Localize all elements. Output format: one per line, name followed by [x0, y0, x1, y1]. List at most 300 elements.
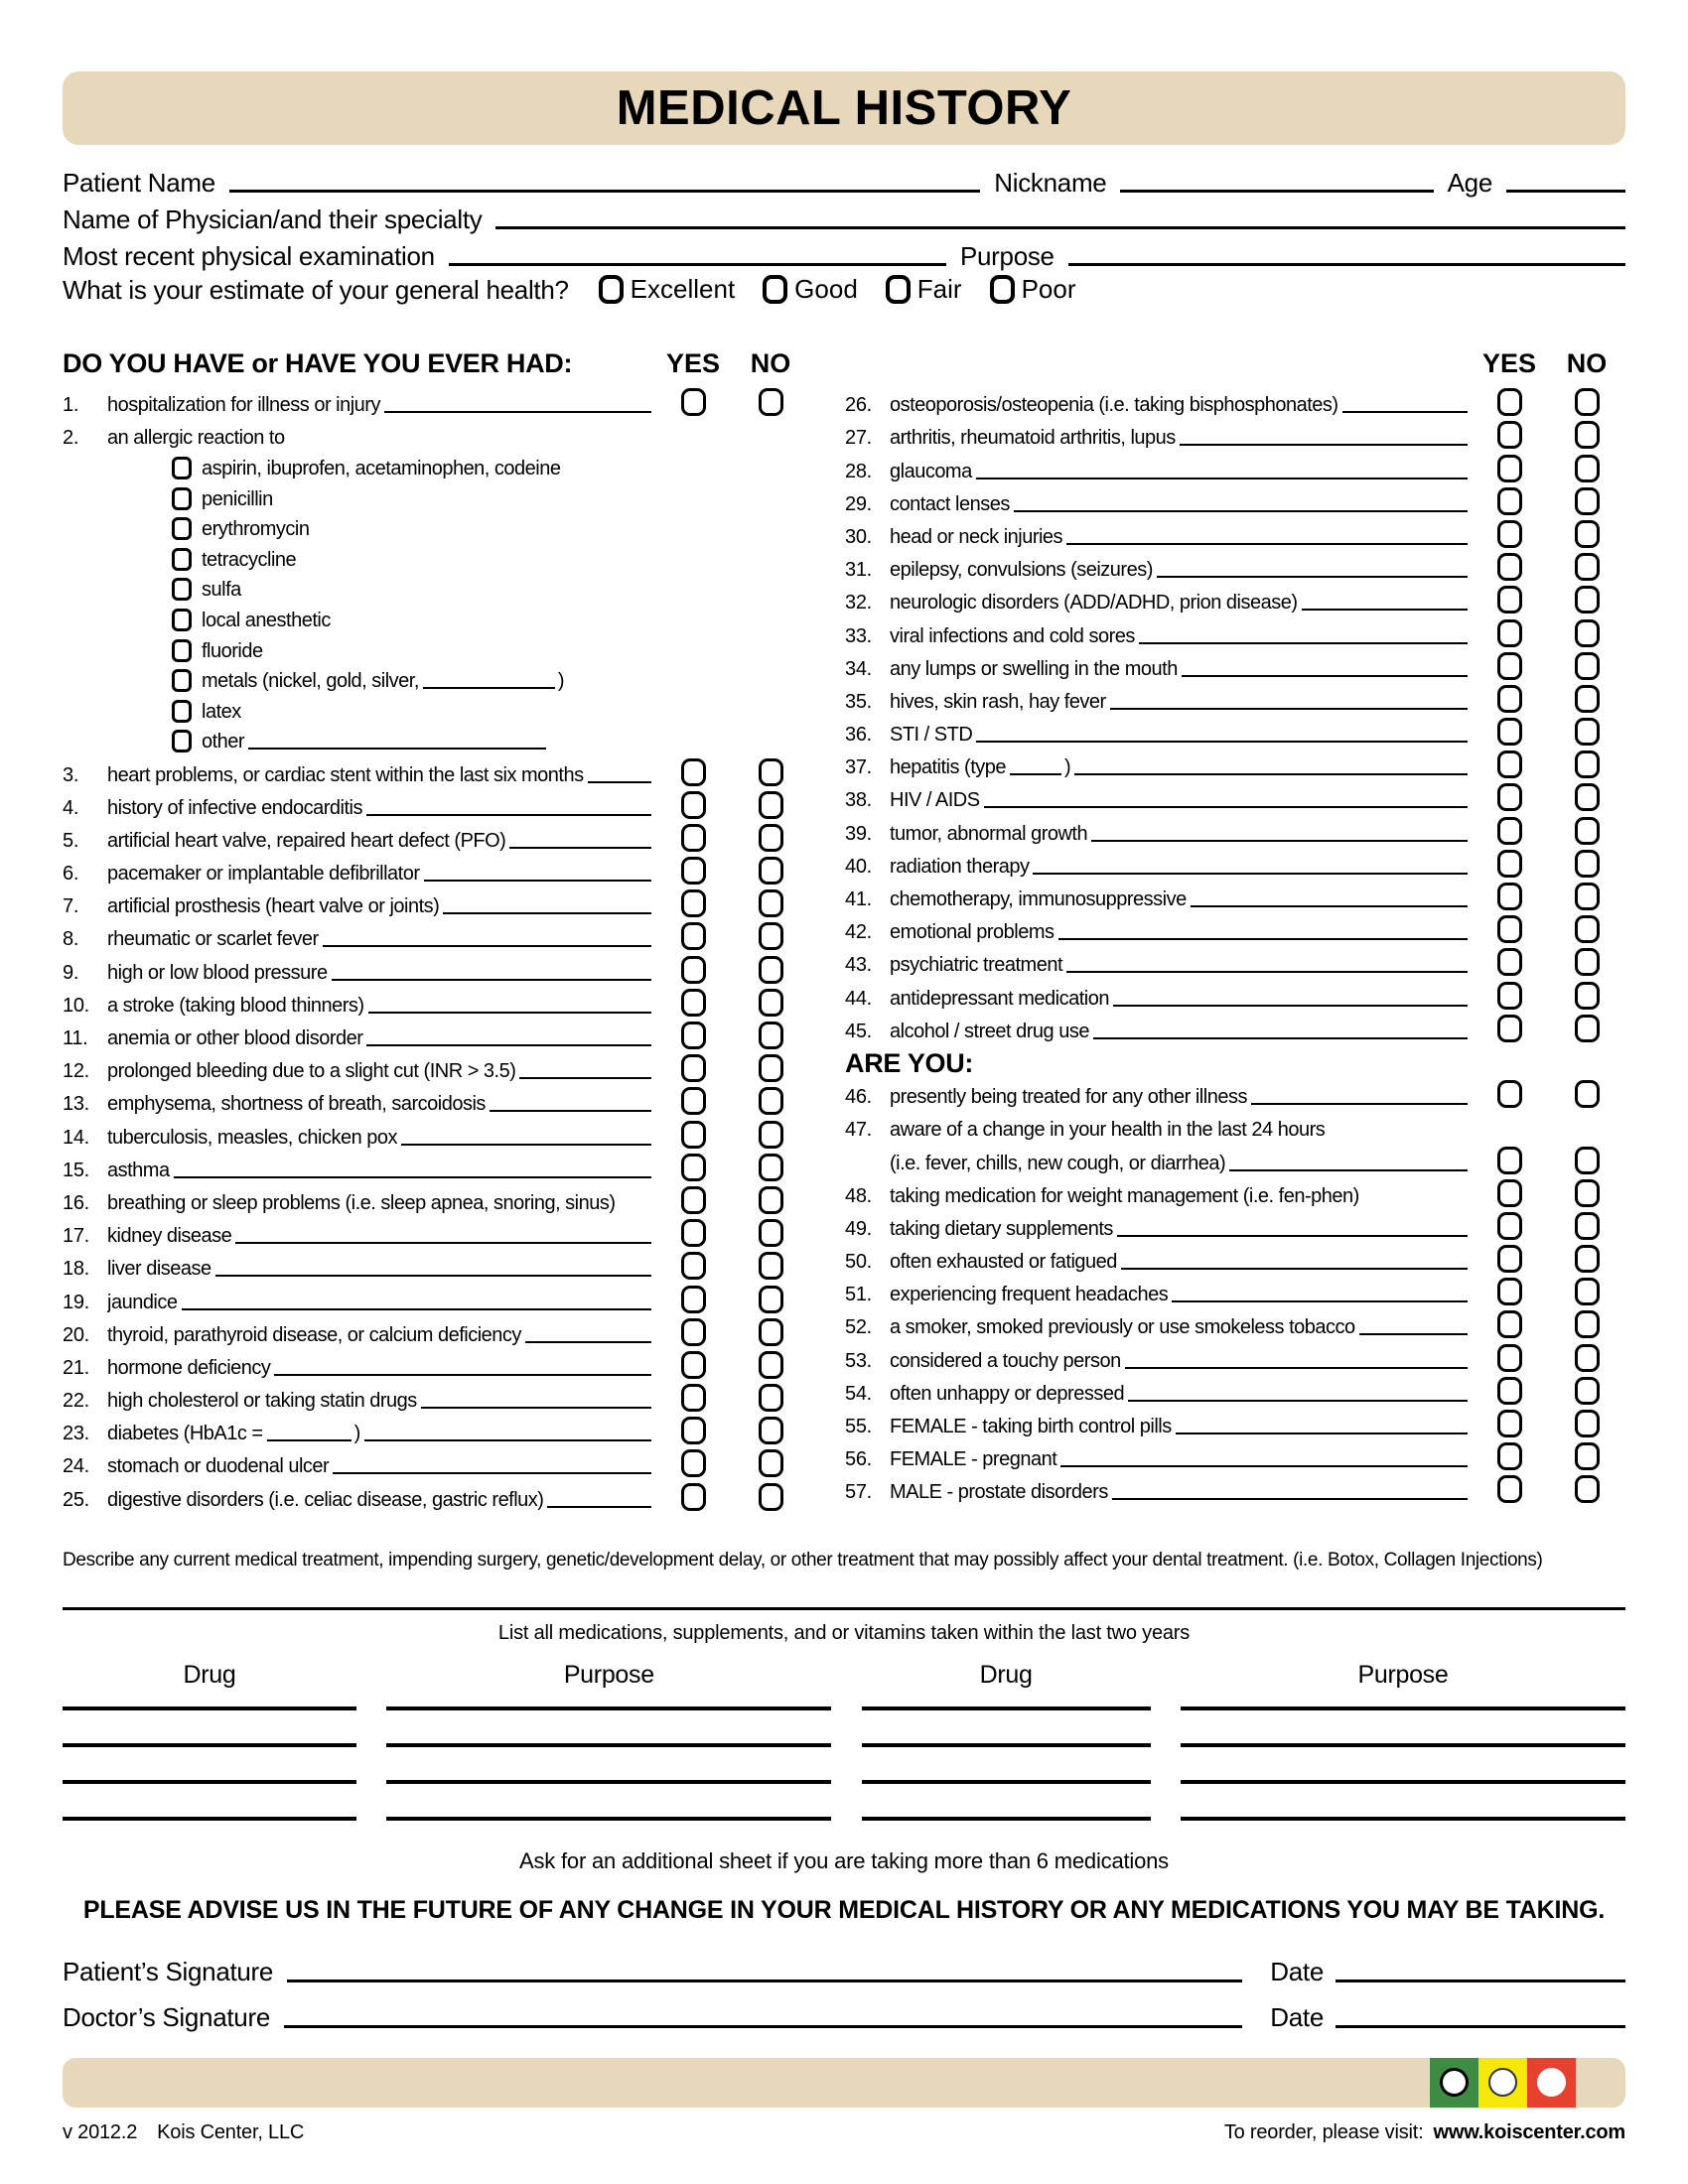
yes-cell — [1471, 1377, 1548, 1407]
question-number: 43. — [845, 954, 872, 977]
answer-blank[interactable] — [1251, 1103, 1468, 1105]
answer-blank[interactable] — [1074, 773, 1468, 775]
doctor-signature-date-field[interactable] — [1336, 2025, 1625, 2028]
drug-field[interactable] — [63, 1710, 356, 1747]
no-checkbox[interactable] — [1575, 883, 1600, 910]
question-text: hepatitis (type — [890, 756, 1007, 779]
no-checkbox[interactable] — [759, 1417, 783, 1444]
question-text: a stroke (taking blood thinners) — [107, 994, 364, 1017]
no-cell — [732, 1186, 809, 1216]
question-text: STI / STD — [890, 724, 973, 747]
health-poor-checkbox[interactable] — [990, 275, 1015, 304]
patient-name-field[interactable] — [229, 190, 980, 193]
question-text: (i.e. fever, chills, new cough, or diarrhea) — [890, 1152, 1226, 1174]
yes-cell — [1471, 1245, 1548, 1275]
no-checkbox[interactable] — [759, 1318, 783, 1346]
question-row — [63, 385, 809, 418]
yes-checkbox[interactable] — [1497, 553, 1522, 581]
answer-blank[interactable] — [1342, 411, 1468, 413]
answer-blank[interactable] — [443, 912, 651, 914]
no-checkbox[interactable] — [1575, 685, 1600, 713]
health-good-checkbox[interactable] — [763, 275, 787, 304]
yes-checkbox[interactable] — [1497, 1080, 1522, 1108]
yes-checkbox[interactable] — [681, 857, 706, 885]
no-checkbox[interactable] — [1575, 553, 1600, 581]
health-excellent-checkbox[interactable] — [599, 275, 624, 304]
question-number: 17. — [63, 1225, 89, 1248]
question-row — [845, 517, 1625, 550]
answer-blank[interactable] — [421, 1407, 651, 1409]
question-text: heart problems, or cardiac stent within the last six months — [107, 763, 584, 786]
no-checkbox[interactable] — [759, 824, 783, 852]
no-checkbox[interactable] — [759, 889, 783, 917]
answer-blank[interactable] — [333, 1472, 651, 1474]
yes-cell — [654, 1286, 732, 1315]
yes-checkbox[interactable] — [1497, 982, 1522, 1010]
answer-blank[interactable] — [182, 1308, 651, 1310]
no-checkbox[interactable] — [1575, 718, 1600, 746]
answer-blank[interactable] — [509, 847, 651, 849]
answer-blank[interactable] — [1359, 1333, 1468, 1335]
no-cell — [732, 388, 809, 418]
no-checkbox[interactable] — [759, 1252, 783, 1280]
yes-checkbox[interactable] — [1497, 1377, 1522, 1405]
answer-blank[interactable] — [366, 1044, 651, 1046]
physical-exam-row — [63, 234, 1625, 271]
question-content — [107, 1488, 654, 1513]
no-checkbox[interactable] — [1575, 1245, 1600, 1273]
answer-blank[interactable] — [215, 1275, 651, 1277]
purpose-field[interactable] — [386, 1703, 831, 1710]
yes-cell — [1471, 718, 1548, 748]
yes-checkbox[interactable] — [1497, 487, 1522, 515]
question-content — [107, 862, 654, 887]
question-rows-right — [845, 385, 1625, 1505]
patient-name-label: Patient Name — [63, 168, 215, 198]
answer-blank[interactable] — [1180, 444, 1468, 446]
no-checkbox[interactable] — [759, 758, 783, 786]
purpose-field[interactable] — [1068, 263, 1625, 266]
drug-field[interactable] — [63, 1703, 356, 1710]
no-cell — [1548, 982, 1625, 1012]
no-checkbox[interactable] — [1575, 421, 1600, 449]
no-checkbox[interactable] — [1575, 1475, 1600, 1503]
yes-checkbox[interactable] — [1497, 1015, 1522, 1042]
answer-blank[interactable] — [1110, 708, 1468, 710]
allergy-checkbox[interactable] — [172, 730, 192, 752]
question-text: stomach or duodenal ulcer — [107, 1455, 330, 1478]
yes-checkbox[interactable] — [1497, 455, 1522, 482]
yes-checkbox[interactable] — [1497, 883, 1522, 910]
question-row — [845, 1209, 1625, 1242]
no-checkbox[interactable] — [1575, 1310, 1600, 1338]
no-checkbox[interactable] — [1575, 619, 1600, 647]
question-content — [107, 1159, 654, 1183]
question-row — [63, 887, 809, 919]
yes-checkbox[interactable] — [681, 1154, 706, 1181]
question-text: artificial heart valve, repaired heart defect (PFO) — [107, 829, 506, 852]
allergy-checkbox[interactable] — [172, 669, 192, 692]
yes-checkbox[interactable] — [681, 1121, 706, 1149]
yes-checkbox[interactable] — [681, 1351, 706, 1379]
traffic-light-icon — [1430, 2058, 1576, 2108]
patient-signature-date-field[interactable] — [1336, 1979, 1625, 1982]
no-checkbox[interactable] — [759, 1022, 783, 1049]
yes-checkbox[interactable] — [681, 824, 706, 852]
answer-blank[interactable] — [976, 741, 1468, 743]
yes-checkbox[interactable] — [681, 956, 706, 984]
question-content — [890, 1152, 1471, 1176]
purpose-field[interactable] — [386, 1784, 831, 1821]
yes-checkbox[interactable] — [1497, 1179, 1522, 1207]
yes-checkbox[interactable] — [681, 1483, 706, 1511]
answer-blank[interactable] — [490, 1110, 651, 1112]
answer-blank[interactable] — [235, 1242, 651, 1244]
answer-blank[interactable] — [1112, 1498, 1468, 1500]
no-checkbox[interactable] — [759, 1286, 783, 1313]
question-content — [107, 1026, 654, 1051]
yes-checkbox[interactable] — [1497, 751, 1522, 778]
answer-blank[interactable] — [1066, 543, 1468, 545]
no-cell — [1548, 421, 1625, 451]
no-checkbox[interactable] — [1575, 455, 1600, 482]
purpose-field[interactable] — [386, 1747, 831, 1784]
answer-blank[interactable] — [1125, 1367, 1468, 1369]
no-checkbox[interactable] — [759, 1121, 783, 1149]
no-checkbox[interactable] — [759, 857, 783, 885]
allergy-checkbox[interactable] — [172, 700, 192, 723]
yes-checkbox[interactable] — [1497, 652, 1522, 680]
no-checkbox[interactable] — [1575, 1410, 1600, 1437]
answer-blank[interactable] — [519, 1077, 651, 1079]
question-row — [845, 715, 1625, 748]
allergy-checkbox[interactable] — [172, 609, 192, 631]
drug-field[interactable] — [862, 1747, 1151, 1784]
answer-blank[interactable] — [248, 748, 546, 750]
no-checkbox[interactable] — [759, 1219, 783, 1247]
answer-blank[interactable] — [588, 781, 651, 783]
question-number: 15. — [63, 1159, 89, 1181]
section-header-row — [845, 1044, 1625, 1077]
question-text: prolonged bleeding due to a slight cut (INR > 3.5) — [107, 1060, 516, 1083]
no-checkbox[interactable] — [1575, 1212, 1600, 1240]
yes-checkbox[interactable] — [681, 1219, 706, 1247]
answer-blank[interactable] — [525, 1341, 651, 1343]
yes-checkbox[interactable] — [681, 1318, 706, 1346]
purpose-field[interactable] — [1181, 1784, 1625, 1821]
question-row — [63, 1051, 809, 1084]
yes-cell — [1471, 421, 1548, 451]
yes-checkbox[interactable] — [1497, 850, 1522, 878]
yes-checkbox[interactable] — [1497, 388, 1522, 416]
answer-blank[interactable] — [976, 478, 1468, 479]
allergy-checkbox[interactable] — [172, 487, 192, 510]
physician-field[interactable] — [495, 226, 1625, 229]
no-checkbox[interactable] — [1575, 817, 1600, 845]
yes-cell — [1471, 1212, 1548, 1242]
yes-checkbox[interactable] — [681, 1186, 706, 1214]
answer-blank[interactable] — [1172, 1300, 1468, 1302]
no-checkbox[interactable] — [1575, 850, 1600, 878]
allergy-checkbox[interactable] — [172, 457, 192, 479]
no-checkbox[interactable] — [1575, 487, 1600, 515]
no-cell — [1548, 1015, 1625, 1044]
doctor-signature-field[interactable] — [284, 2025, 1242, 2028]
question-content — [107, 426, 654, 451]
no-checkbox[interactable] — [759, 956, 783, 984]
answer-blank[interactable] — [1191, 905, 1468, 907]
yes-checkbox[interactable] — [1497, 817, 1522, 845]
no-checkbox[interactable] — [1575, 1147, 1600, 1174]
additional-sheet-note: Ask for an additional sheet if you are taking more than 6 medications — [519, 1847, 1169, 1873]
yes-cell — [1471, 1410, 1548, 1439]
yes-checkbox[interactable] — [1497, 1442, 1522, 1470]
yes-checkbox[interactable] — [1497, 915, 1522, 943]
yes-checkbox[interactable] — [681, 1087, 706, 1115]
question-number: 55. — [845, 1416, 872, 1437]
are-you-heading: ARE YOU: — [845, 1047, 974, 1078]
yes-checkbox[interactable] — [681, 388, 706, 416]
answer-blank[interactable] — [174, 1176, 651, 1178]
website-link[interactable]: www.koiscenter.com — [1433, 2120, 1625, 2143]
age-field[interactable] — [1506, 190, 1625, 193]
physician-label: Name of Physician/and their specialty — [63, 205, 483, 234]
purpose-field[interactable] — [386, 1710, 831, 1747]
yes-checkbox[interactable] — [1497, 1475, 1522, 1503]
yes-checkbox[interactable] — [681, 1054, 706, 1082]
yes-checkbox[interactable] — [1497, 1245, 1522, 1273]
purpose-field[interactable] — [1181, 1747, 1625, 1784]
yes-checkbox[interactable] — [1497, 1212, 1522, 1240]
question-row — [63, 1183, 809, 1216]
yes-checkbox[interactable] — [1497, 619, 1522, 647]
drug-field[interactable] — [862, 1710, 1151, 1747]
answer-blank[interactable] — [1139, 642, 1468, 644]
no-checkbox[interactable] — [1575, 751, 1600, 778]
question-row — [63, 1315, 809, 1348]
no-checkbox[interactable] — [1575, 586, 1600, 614]
yes-cell — [1471, 850, 1548, 880]
answer-blank[interactable] — [332, 979, 651, 981]
yes-checkbox[interactable] — [681, 1417, 706, 1444]
answer-blank[interactable] — [423, 687, 555, 689]
physical-exam-field[interactable] — [449, 263, 946, 266]
no-checkbox[interactable] — [1575, 915, 1600, 943]
yes-checkbox[interactable] — [681, 889, 706, 917]
no-cell — [1548, 915, 1625, 945]
answer-blank[interactable] — [1117, 1235, 1468, 1237]
no-checkbox[interactable] — [1575, 652, 1600, 680]
question-number: 57. — [845, 1481, 872, 1504]
no-checkbox[interactable] — [1575, 1278, 1600, 1305]
answer-blank[interactable] — [1182, 675, 1468, 677]
question-text: neurologic disorders (ADD/ADHD, prion disease) — [890, 592, 1298, 614]
no-checkbox[interactable] — [1575, 1179, 1600, 1207]
answer-blank[interactable] — [1229, 1169, 1468, 1171]
no-checkbox[interactable] — [759, 1483, 783, 1511]
no-checkbox[interactable] — [1575, 1080, 1600, 1108]
yes-checkbox[interactable] — [681, 989, 706, 1017]
yes-checkbox[interactable] — [681, 922, 706, 950]
yes-checkbox[interactable] — [1497, 1278, 1522, 1305]
answer-blank[interactable] — [368, 1012, 651, 1014]
no-checkbox[interactable] — [759, 922, 783, 950]
allergy-checkbox[interactable] — [172, 517, 192, 540]
yes-checkbox[interactable] — [681, 1286, 706, 1313]
drug-field[interactable] — [63, 1747, 356, 1784]
question-text: emotional problems — [890, 921, 1055, 944]
no-checkbox[interactable] — [1575, 783, 1600, 811]
question-text: HIV / AIDS — [890, 789, 980, 812]
question-content — [890, 393, 1471, 418]
answer-blank[interactable] — [364, 1439, 651, 1441]
question-text: jaundice — [107, 1291, 178, 1313]
yes-checkbox[interactable] — [1497, 1410, 1522, 1437]
allergy-checkbox[interactable] — [172, 548, 192, 571]
patient-signature-field[interactable] — [287, 1979, 1242, 1982]
yes-cell — [654, 1054, 732, 1084]
yes-cell — [1471, 1475, 1548, 1505]
question-row — [845, 418, 1625, 451]
drug-field[interactable] — [862, 1703, 1151, 1710]
question-row — [845, 813, 1625, 846]
health-option-excellent — [599, 274, 736, 305]
answer-blank[interactable] — [1014, 510, 1468, 512]
yes-cell — [1471, 520, 1548, 550]
yes-checkbox[interactable] — [1497, 586, 1522, 614]
no-cell — [732, 1286, 809, 1315]
answer-blank[interactable] — [984, 806, 1468, 808]
question-row — [63, 418, 809, 451]
yes-checkbox[interactable] — [681, 758, 706, 786]
answer-blank[interactable] — [274, 1374, 651, 1376]
answer-blank[interactable] — [547, 1506, 651, 1508]
question-number: 21. — [63, 1356, 89, 1379]
yes-checkbox[interactable] — [1497, 520, 1522, 548]
no-checkbox[interactable] — [1575, 1442, 1600, 1470]
no-checkbox[interactable] — [759, 1087, 783, 1115]
answer-blank[interactable] — [1033, 873, 1468, 875]
question-number: 35. — [845, 690, 872, 713]
no-checkbox[interactable] — [759, 1154, 783, 1181]
answer-blank[interactable] — [1060, 1465, 1468, 1467]
no-cell — [732, 889, 809, 919]
question-row — [63, 1446, 809, 1479]
allergy-checkbox[interactable] — [172, 578, 192, 601]
yes-checkbox[interactable] — [681, 791, 706, 819]
answer-blank[interactable] — [1093, 1037, 1468, 1039]
answer-blank[interactable] — [384, 411, 651, 413]
no-checkbox[interactable] — [1575, 520, 1600, 548]
no-checkbox[interactable] — [759, 989, 783, 1017]
have-you-had-heading-row — [63, 332, 809, 385]
question-row — [845, 880, 1625, 912]
allergy-checkbox[interactable] — [172, 639, 192, 662]
no-cell — [1548, 1245, 1625, 1275]
no-checkbox[interactable] — [759, 1054, 783, 1082]
no-checkbox[interactable] — [759, 1384, 783, 1412]
answer-blank[interactable] — [1091, 840, 1468, 842]
describe-treatment-field[interactable] — [63, 1572, 1625, 1610]
health-option-good — [763, 274, 858, 305]
yes-checkbox[interactable] — [1497, 1344, 1522, 1372]
yes-checkbox[interactable] — [681, 1252, 706, 1280]
no-checkbox[interactable] — [1575, 1377, 1600, 1405]
question-number: 46. — [845, 1086, 872, 1109]
answer-blank[interactable] — [267, 1439, 352, 1441]
yes-checkbox[interactable] — [1497, 1310, 1522, 1338]
no-checkbox[interactable] — [759, 791, 783, 819]
question-number: 40. — [845, 855, 872, 878]
yes-checkbox[interactable] — [681, 1449, 706, 1477]
no-cell — [1548, 1147, 1625, 1176]
yes-checkbox[interactable] — [681, 1022, 706, 1049]
yes-checkbox[interactable] — [1497, 948, 1522, 976]
nickname-field[interactable] — [1120, 190, 1433, 193]
yes-checkbox[interactable] — [1497, 685, 1522, 713]
question-text: other — [202, 731, 245, 753]
no-checkbox[interactable] — [1575, 948, 1600, 976]
no-checkbox[interactable] — [1575, 1015, 1600, 1042]
answer-blank[interactable] — [1302, 609, 1468, 611]
answer-blank[interactable] — [366, 814, 651, 816]
question-content — [890, 1250, 1471, 1275]
yes-cell — [654, 1417, 732, 1446]
question-text: MALE - prostate disorders — [890, 1481, 1108, 1504]
answer-blank[interactable] — [401, 1144, 651, 1146]
no-checkbox[interactable] — [1575, 388, 1600, 416]
answer-blank[interactable] — [1157, 576, 1468, 578]
answer-blank[interactable] — [1010, 773, 1061, 775]
health-fair-checkbox[interactable] — [886, 275, 911, 304]
yes-cell — [1471, 388, 1548, 418]
answer-blank[interactable] — [424, 880, 652, 882]
question-row — [845, 1307, 1625, 1340]
question-content — [890, 1349, 1471, 1374]
health-option-label: Excellent — [630, 274, 736, 304]
answer-blank[interactable] — [1058, 938, 1468, 940]
no-checkbox[interactable] — [1575, 1344, 1600, 1372]
answer-blank[interactable] — [1176, 1433, 1468, 1434]
yes-checkbox[interactable] — [1497, 718, 1522, 746]
purpose-field[interactable] — [1181, 1710, 1625, 1747]
no-cell — [732, 1054, 809, 1084]
no-checkbox[interactable] — [759, 1449, 783, 1477]
no-checkbox[interactable] — [1575, 982, 1600, 1010]
yes-checkbox[interactable] — [1497, 783, 1522, 811]
question-text: tuberculosis, measles, chicken pox — [107, 1126, 398, 1149]
answer-blank[interactable] — [1128, 1400, 1468, 1402]
answer-blank[interactable] — [1066, 971, 1468, 973]
drug-field[interactable] — [63, 1784, 356, 1821]
yes-checkbox[interactable] — [1497, 421, 1522, 449]
question-row — [63, 1151, 809, 1183]
no-checkbox[interactable] — [759, 1351, 783, 1379]
drug-field[interactable] — [862, 1784, 1151, 1821]
question-content — [107, 1224, 654, 1249]
purpose-field[interactable] — [1181, 1703, 1625, 1710]
yes-checkbox[interactable] — [1497, 1147, 1522, 1174]
no-checkbox[interactable] — [759, 1186, 783, 1214]
answer-blank[interactable] — [323, 945, 651, 947]
question-number: 44. — [845, 987, 872, 1010]
answer-blank[interactable] — [1121, 1268, 1468, 1270]
purpose-column-header: Purpose — [1357, 1660, 1449, 1689]
question-text: FEMALE - taking birth control pills — [890, 1416, 1172, 1437]
yes-checkbox[interactable] — [681, 1384, 706, 1412]
answer-blank[interactable] — [1113, 1005, 1468, 1007]
no-checkbox[interactable] — [759, 388, 783, 416]
